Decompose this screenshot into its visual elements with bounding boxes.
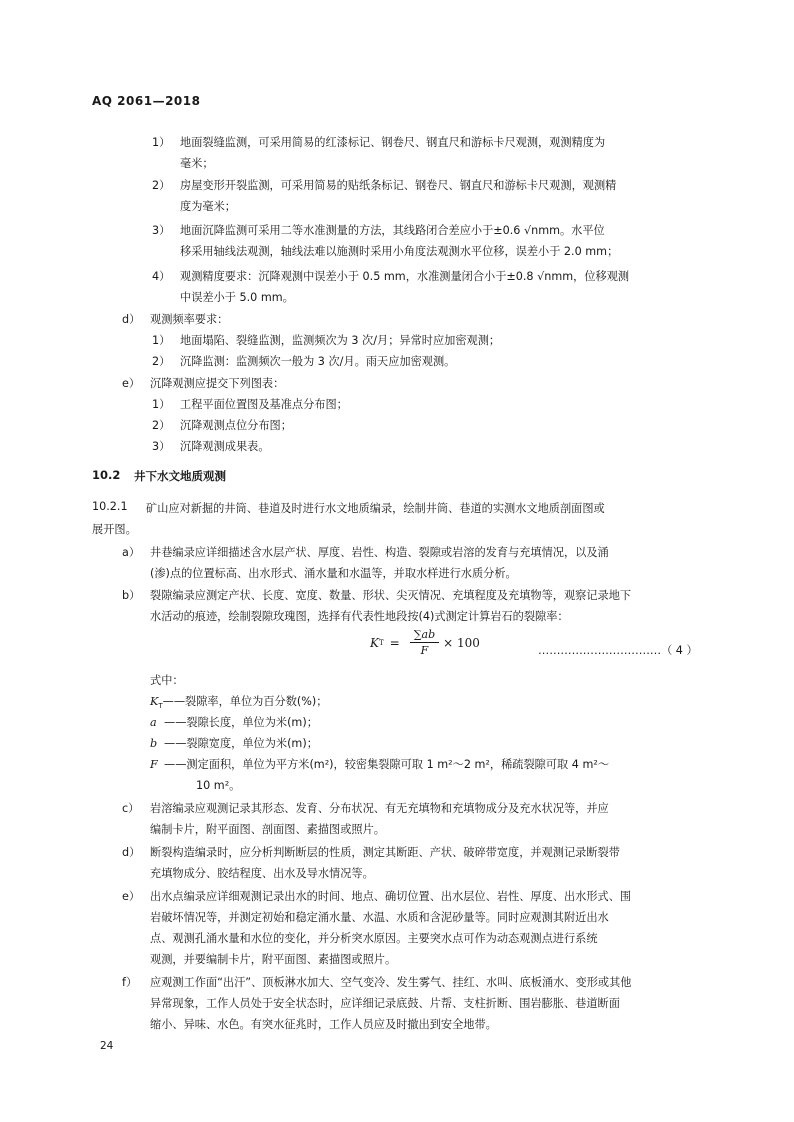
formula <box>370 628 480 657</box>
where-desc-cont: 10 m²。 <box>196 779 241 792</box>
formula-lhs-sub: T <box>378 638 384 647</box>
item-text: 井巷编录应详细描述含水层产状、厚度、岩性、构造、裂隙或岩溶的发育与充填情况，以及涌 <box>150 546 609 559</box>
list-text: 沉降监测：监测频次一般为 3 次/月。雨天应加密观测。 <box>180 355 456 368</box>
list-label: 3） <box>152 224 171 237</box>
list-text: 地面沉降监测可采用二等水准测量的方法，其线路闭合差应小于±0.6 √nmm。水平位 <box>180 224 605 237</box>
list-text: 地面塌陷、裂缝监测，监测频次为 3 次/月；异常时应加密观测； <box>180 334 501 347</box>
item-text: 观测，并要编制卡片，附平面图、素描图或照片。 <box>150 953 397 966</box>
item-text: 异常现象，工作人员处于安全状态时，应详细记录底鼓、片帮、支柱折断、围岩膨胀、巷道断面 <box>150 997 620 1010</box>
where-symbol: K <box>150 695 159 708</box>
item-label: e） <box>122 377 141 390</box>
formula-denominator: F <box>420 644 429 657</box>
list-label: 4） <box>152 270 171 283</box>
item-label: e） <box>122 890 141 903</box>
formula-multiplier: × 100 <box>443 635 480 650</box>
where-desc: ——裂隙宽度，单位为米(m)； <box>164 737 318 750</box>
where-desc: ——裂隙长度，单位为米(m)； <box>164 716 318 729</box>
item-text: 观测频率要求： <box>150 313 229 326</box>
section-title: 井下水文地质观测 <box>134 469 226 483</box>
where-item <box>150 693 327 710</box>
where-symbol-sub: T <box>158 702 163 711</box>
item-label: c） <box>122 802 140 815</box>
section-number: 10.2 <box>92 468 121 482</box>
where-intro: 式中： <box>150 674 184 687</box>
list-text: 沉降观测点位分布图； <box>180 419 292 432</box>
item-text: 岩溶编录应观测记录其形态、发育、分布状况、有无充填物和充填物成分及充水状况等，并应 <box>150 802 609 815</box>
where-desc: ——裂隙率，单位为百分数(%)； <box>162 695 328 708</box>
list-text: 中误差小于 5.0 mm。 <box>180 291 294 304</box>
list-label: 3） <box>152 440 171 453</box>
list-label: 1） <box>152 136 171 149</box>
equation-number: ……………………………（ 4 ） <box>538 644 698 657</box>
formula-equals: = <box>389 635 400 650</box>
item-text: 充填物成分、胶结程度、出水及导水情况等。 <box>150 867 374 880</box>
list-text: 房屋变形开裂监测，可采用简易的贴纸条标记、钢卷尺、钢直尺和游标卡尺观测，观测精 <box>180 179 617 192</box>
where-item <box>150 735 318 751</box>
item-text: 编制卡片，附平面图、剖面图、素描图或照片。 <box>150 823 385 836</box>
clause-text: 展开图。 <box>92 523 137 536</box>
item-text: 点、观测孔涌水量和水位的变化，并分析突水原因。主要突水点可作为动态观测点进行系统 <box>150 932 598 945</box>
where-symbol: a <box>150 716 157 729</box>
item-text: 应观测工作面“出汗”、顶板淋水加大、空气变冷、发生雾气、挂红、水叫、底板涌水、变形或其他 <box>150 976 632 989</box>
list-text: 观测精度要求：沉降观测中误差小于 0.5 mm，水准测量闭合小于±0.8 √nmm，位移观测 <box>180 270 630 283</box>
formula-fraction <box>410 628 439 657</box>
clause-number: 10.2.1 <box>92 500 128 513</box>
list-text: 沉降观测成果表。 <box>180 440 270 453</box>
list-label: 1） <box>152 398 171 411</box>
where-symbol: b <box>150 737 158 750</box>
list-text: 度为毫米； <box>180 200 236 213</box>
where-item <box>150 714 318 730</box>
item-label: b） <box>122 589 141 602</box>
item-text: 沉降观测应提交下列图表： <box>150 377 285 390</box>
item-text: 岩破坏情况等，并测定初始和稳定涌水量、水温、水质和含泥砂量等。同时应观测其附近出水 <box>150 911 609 924</box>
page-number: 24 <box>100 1040 114 1052</box>
item-label: a） <box>122 546 141 559</box>
item-label: d） <box>122 846 141 859</box>
list-label: 2） <box>152 419 171 432</box>
list-label: 2） <box>152 355 171 368</box>
item-text: 出水点编录应详细观测记录出水的时间、地点、确切位置、出水层位、岩性、厚度、出水形式、围 <box>150 890 632 903</box>
list-text: 毫米； <box>180 157 214 170</box>
item-label: d） <box>122 313 141 326</box>
standard-code: AQ 2061—2018 <box>92 94 201 108</box>
item-label: f） <box>122 976 138 989</box>
list-label: 1） <box>152 334 171 347</box>
item-text: 水活动的痕迹，绘制裂隙玫瑰图，选择有代表性地段按(4)式测定计算岩石的裂隙率： <box>150 610 569 623</box>
item-text: 缩小、异味、水色。有突水征兆时，工作人员应及时撤出到安全地带。 <box>150 1018 497 1031</box>
list-text: 地面裂缝监测，可采用简易的红漆标记、钢卷尺、钢直尺和游标卡尺观测，观测精度为 <box>180 136 606 149</box>
clause-text: 矿山应对新掘的井筒、巷道及时进行水文地质编录，绘制井筒、巷道的实测水文地质剖面图或 <box>146 502 605 515</box>
formula-lhs: K <box>370 635 379 650</box>
formula-numerator: ∑ab <box>410 628 439 643</box>
list-text: 移采用轴线法观测，轴线法难以施测时采用小角度法观测水平位移，误差小于 2.0 mm； <box>180 245 619 258</box>
where-item <box>150 756 609 772</box>
where-desc: ——测定面积，单位为平方米(m²)，较密集裂隙可取 1 m²～2 m²，稀疏裂隙可取 4 m²～ <box>164 758 610 771</box>
item-text: (渗)点的位置标高、出水形式、涌水量和水温等，并取水样进行水质分析。 <box>150 567 517 580</box>
list-text: 工程平面位置图及基准点分布图； <box>180 398 348 411</box>
list-label: 2） <box>152 179 171 192</box>
item-text: 断裂构造编录时，应分析判断断层的性质，测定其断距、产状、破碎带宽度，并观测记录断裂带 <box>150 846 620 859</box>
where-symbol: F <box>150 758 158 771</box>
item-text: 裂隙编录应测定产状、长度、宽度、数量、形状、尖灭情况、充填程度及充填物等，观察记录地下 <box>150 589 632 602</box>
